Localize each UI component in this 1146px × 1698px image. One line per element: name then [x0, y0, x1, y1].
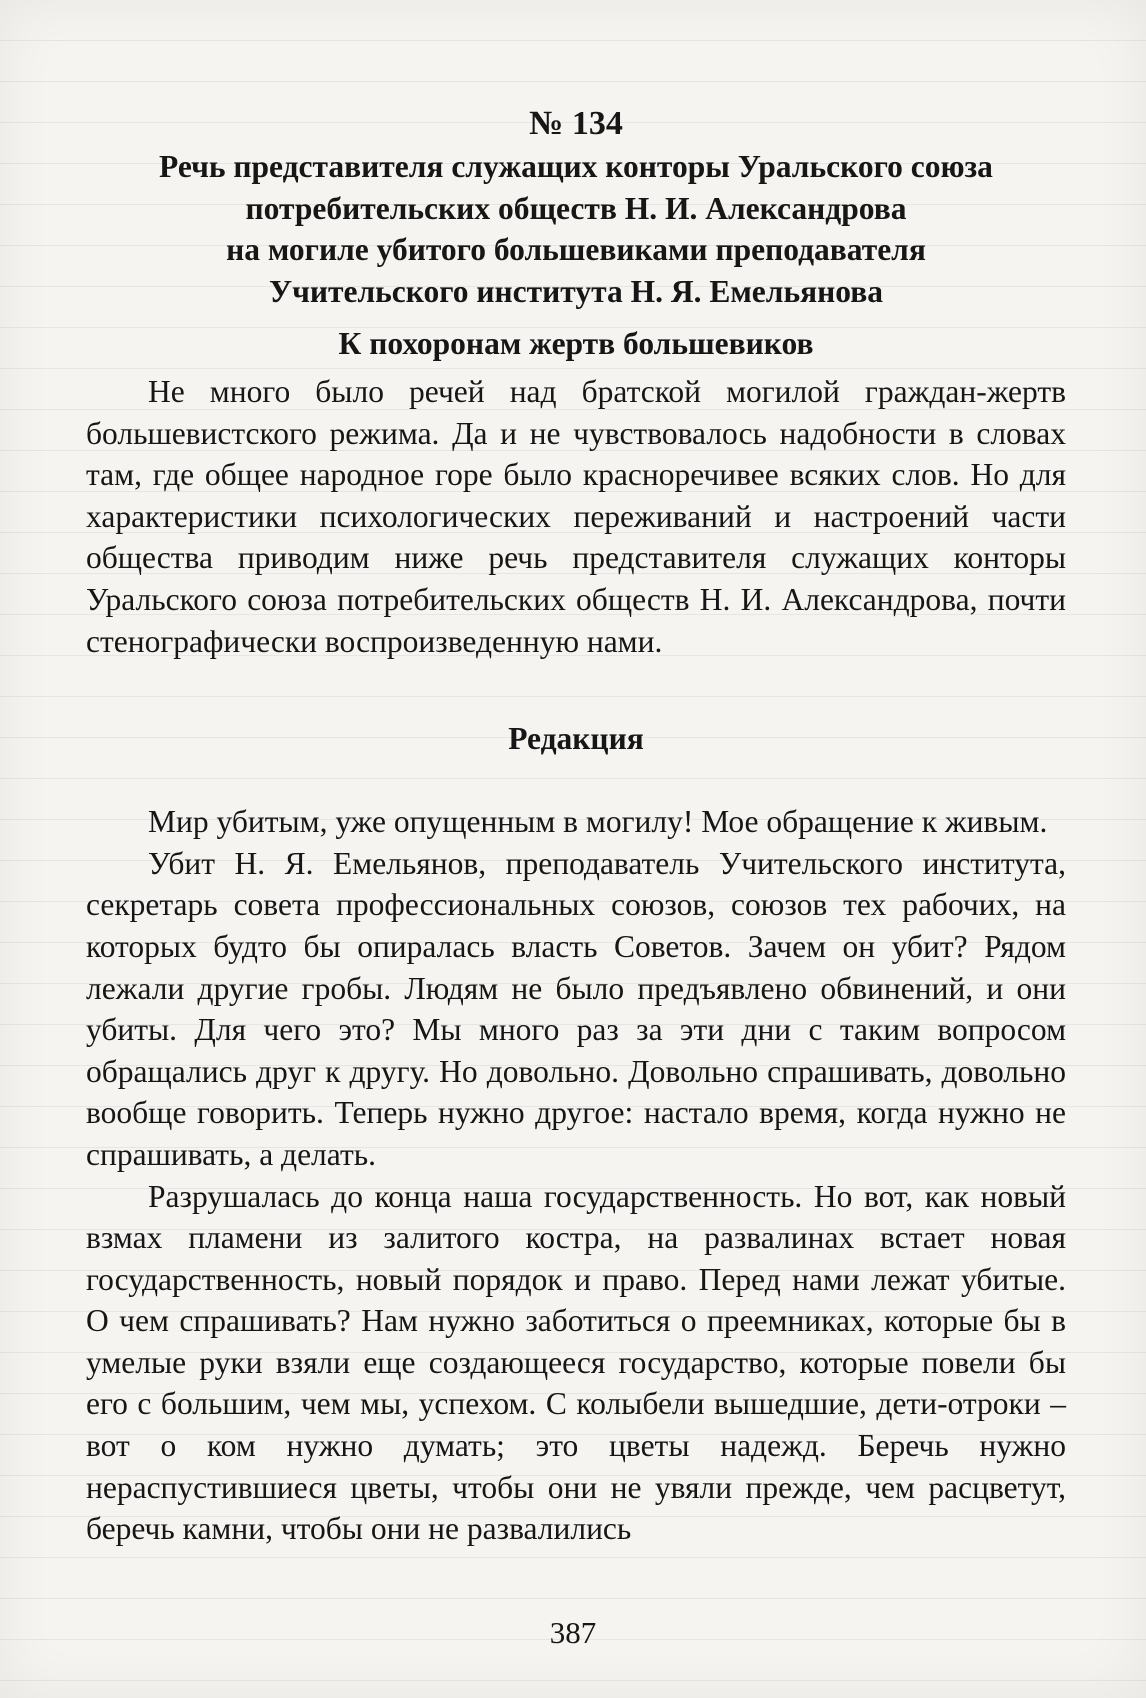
- title-line: Учительского института Н. Я. Емельянова: [268, 273, 884, 309]
- speech-paragraph: Мир убитым, уже опущенным в могилу! Мое обращение к живым.: [148, 804, 1048, 840]
- title-line: Речь представителя служащих конторы Уральского союза: [159, 149, 993, 184]
- text-column: [86, 104, 1066, 1550]
- title-line: на могиле убитого большевиками преподавателя: [226, 232, 926, 267]
- document-title: [110, 146, 1042, 312]
- document-number: № 134: [529, 105, 623, 142]
- article-subtitle: К похоронам жертв большевиков: [338, 326, 814, 361]
- speech-paragraph: Разрушалась до конца наша государственность. Но вот, как новый взмах пламени из залитого костра, на развалинах встает новая государственность, новый порядок и право. Перед нами лежат убитые. О чем спрашивать? Нам нужно заботиться о преемниках, которые бы в умелые руки взяли еще создающееся государство, которые повели бы его с большим, чем мы, успехом. С колыбели вышедшие, дети-отроки – вот о ком нужно думать; это цветы надежд. Беречь нужно нераспустившиеся цветы, чтобы они не увяли прежде, чем расцветут, беречь камни, чтобы они не развалились: [86, 1178, 1066, 1547]
- title-line: потребительских обществ Н. И. Александрова: [245, 190, 907, 226]
- speech-paragraph: Убит Н. Я. Емельянов, преподаватель Учительского института, секретарь совета профессиональных союзов, союзов тех рабочих, на которых будто бы опиралась власть Советов. Зачем он убит? Рядом лежали другие гробы. Людям не было предъявлено обвинений, и они убиты. Для чего это? Мы много раз за эти дни с таким вопросом обращались друг к другу. Но довольно. Довольно спрашивать, довольно вообще говорить. Теперь нужно другое: настало время, когда нужно не спрашивать, а делать.: [86, 845, 1066, 1172]
- page-number: 387: [549, 1615, 597, 1650]
- editorial-signature: Редакция: [508, 721, 644, 757]
- editorial-intro: Не много было речей над братской могилой граждан-жертв большевистского режима. Да и не чувствовалось надобности в словах там, где общее народное горе было красноречивее всяких слов. Но для характеристики психологических переживаний и настроений части общества приводим ниже речь представителя служащих конторы Уральского союза потребительских обществ Н. И. Александрова, почти стенографически воспроизведенную нами.: [86, 374, 1066, 659]
